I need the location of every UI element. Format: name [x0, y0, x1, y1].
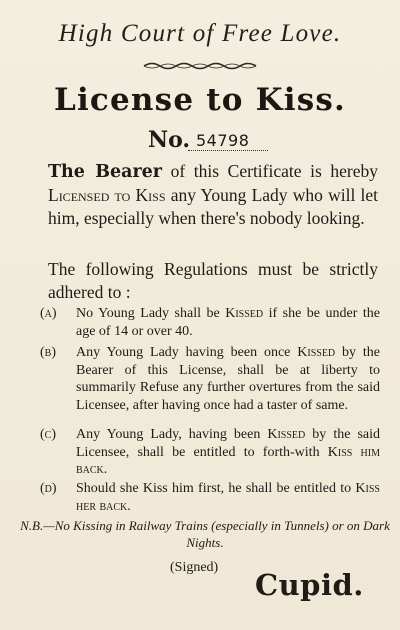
license-title: License to Kiss.: [53, 82, 347, 118]
intro-paragraph: [48, 160, 378, 230]
intro-text-2: to: [109, 185, 136, 205]
regulations-intro: The following Regulations must be strictly adhered to :: [48, 259, 378, 302]
rule-part: by the said Licensee, shall be entitled to forth-with: [76, 427, 380, 460]
intro-text-1: of this Certificate is hereby: [162, 161, 378, 181]
rule-kissed: Kissed: [225, 306, 264, 321]
intro-kiss: Kiss: [135, 185, 166, 205]
rule-kissed: Kissed: [297, 345, 336, 360]
rule-part: if she be under the age of 14 or over 40.: [76, 306, 380, 339]
rule-part: by the Bearer of this License, shall be at liberty to summarily Refuse any further overtures from the said Licensee, after having once had a taster of same.: [76, 345, 380, 413]
rule-part: Should she Kiss him first, he shall be entitled to: [76, 481, 356, 496]
rule-text: [76, 305, 380, 340]
signed-label: (Signed): [170, 560, 219, 575]
number-dotted-line: [188, 150, 268, 151]
intro-licensed: Licensed: [48, 185, 110, 205]
intro-text-3: any Young Lady who will let him, especially when there's nobody looking.: [48, 185, 378, 228]
footnote: N.B.—No Kissing in Railway Trains (especially in Tunnels) or on Dark Nights.: [20, 518, 390, 550]
rule-text: [76, 426, 380, 479]
rule-part: No Young Lady shall be: [76, 306, 226, 321]
rule-letter: (d): [40, 481, 57, 496]
intro-lead: The Bearer: [48, 162, 163, 182]
rule-text: [76, 344, 380, 414]
rule-kissed: Kissed: [267, 427, 306, 442]
number-label: No.: [148, 127, 191, 153]
number-value: 54798: [196, 131, 250, 150]
rule-text: [76, 480, 380, 515]
rule-letter: (a): [40, 306, 57, 321]
rule-part: Any Young Lady, having been: [76, 427, 268, 442]
rule-letter: (b): [40, 345, 56, 360]
court-heading: High Court of Free Love.: [58, 20, 342, 47]
signature-name: Cupid.: [255, 568, 364, 602]
ornamental-flourish: [140, 60, 260, 72]
license-number: [148, 127, 278, 151]
rule-kiss-back: Kiss her back.: [76, 481, 380, 514]
rule-kiss-back: Kiss him back.: [76, 444, 380, 477]
rule-letter: (c): [40, 427, 56, 442]
rule-part: Any Young Lady having been once: [76, 345, 298, 360]
